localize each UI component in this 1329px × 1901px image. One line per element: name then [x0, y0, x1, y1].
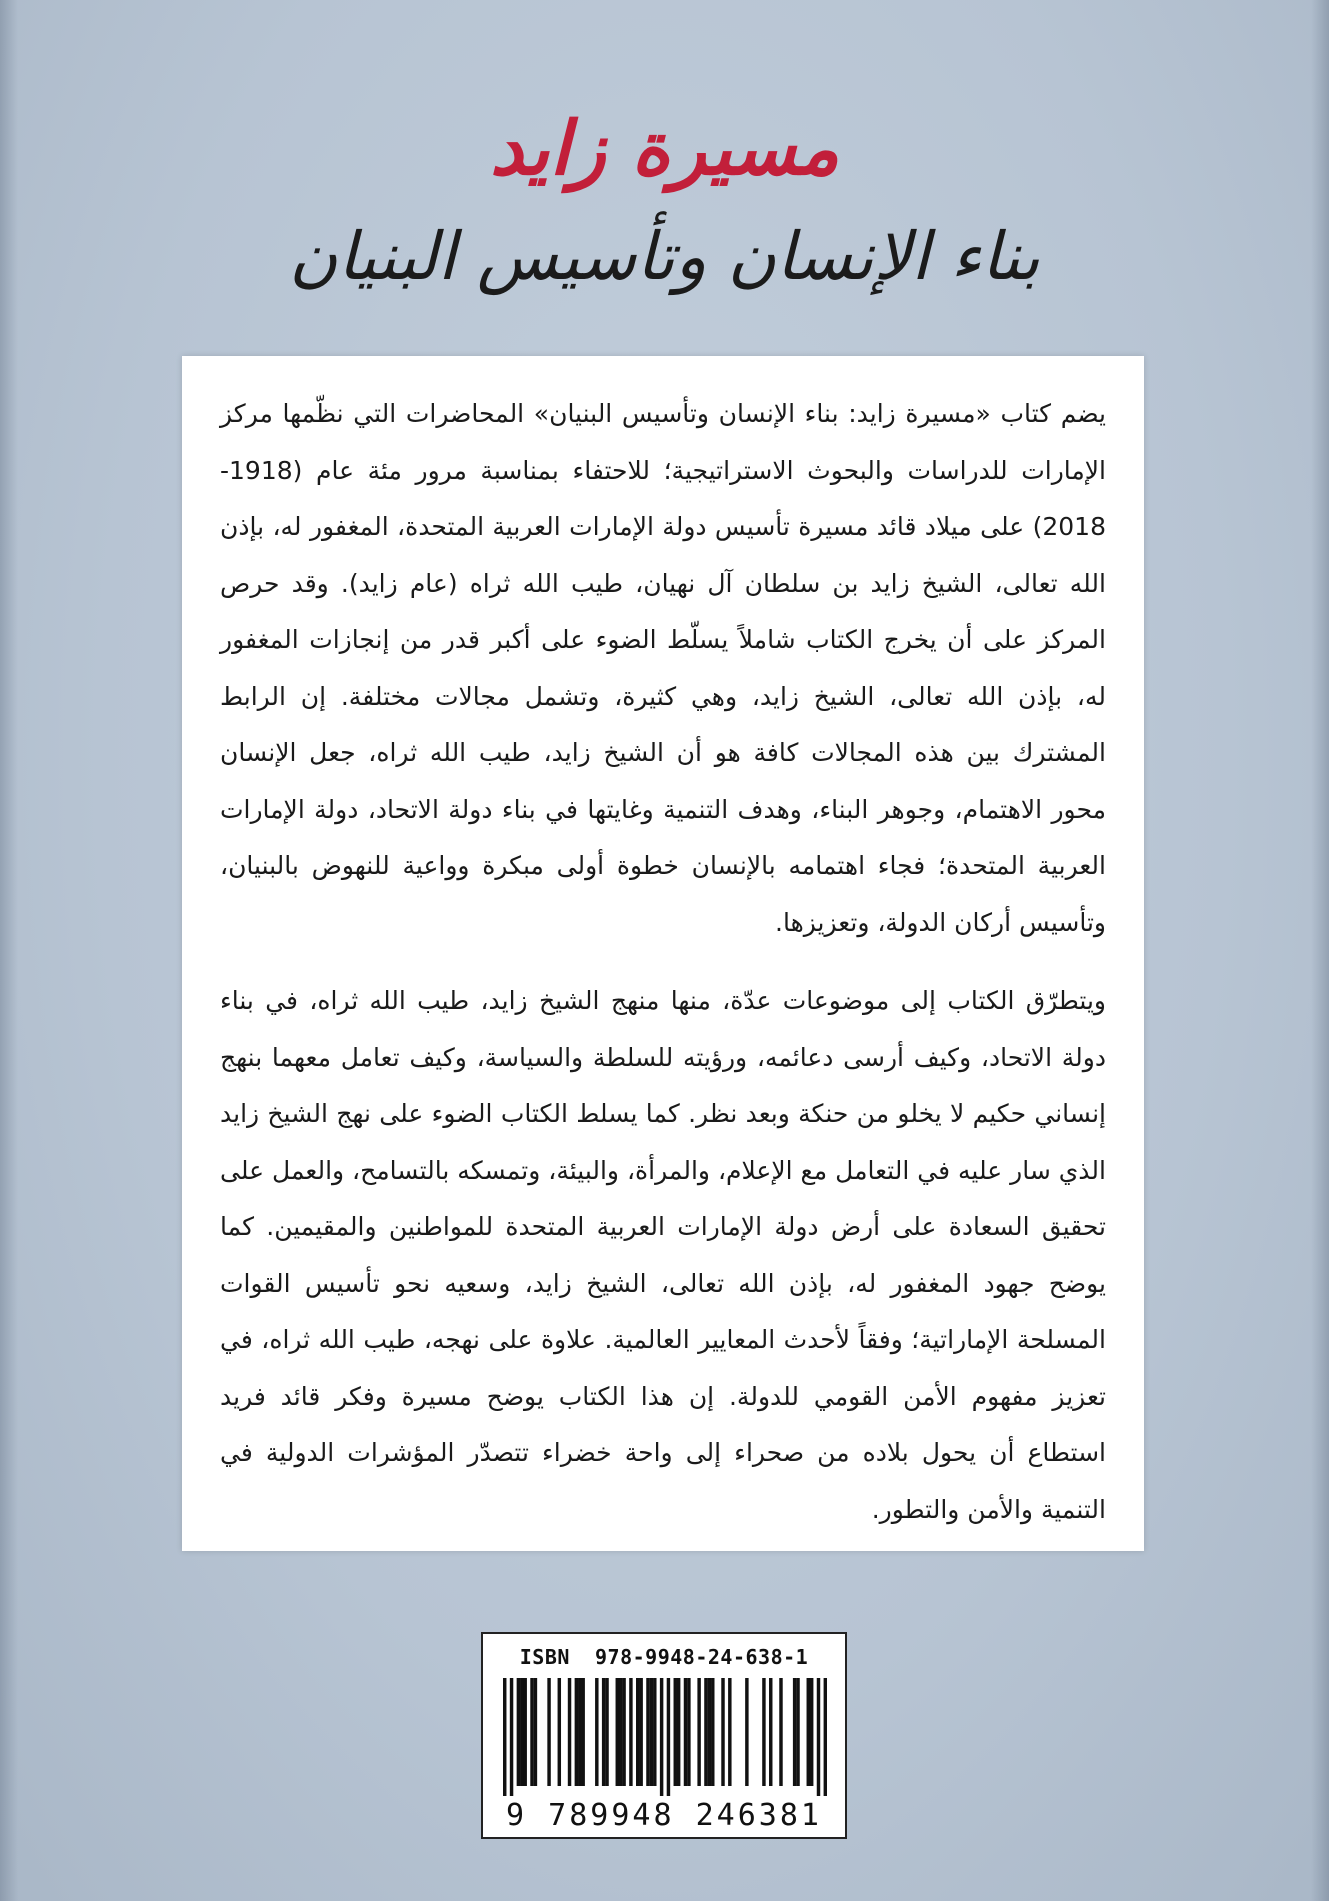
- barcode-bar: [674, 1678, 677, 1786]
- barcode-bar: [796, 1678, 799, 1786]
- book-title: مسيرة زايد: [489, 106, 840, 192]
- barcode-bar: [602, 1678, 605, 1786]
- barcode-bar: [779, 1678, 782, 1786]
- barcode-bar: [721, 1678, 724, 1786]
- barcode-bar: [762, 1678, 765, 1786]
- description-panel: [182, 356, 1144, 1551]
- barcode-bar: [520, 1678, 523, 1786]
- barcode-bar: [793, 1678, 796, 1786]
- isbn-barcode: [481, 1632, 847, 1839]
- barcode-bar: [660, 1678, 663, 1796]
- barcode-bar: [619, 1678, 622, 1786]
- barcode-bar: [534, 1678, 537, 1786]
- barcode-bar: [728, 1678, 731, 1786]
- barcode-bar: [622, 1678, 625, 1786]
- description-paragraph-2: ويتطرّق الكتاب إلى موضوعات عدّة، منها منهج الشيخ زايد، طيب الله ثراه، في بناء دولة الاتحاد، وكيف أرسى دعائمه، ورؤيته للسلطة والسياسة، وكيف تعامل معهما بنهج إنساني حكيم لا يخلو من حنكة وبعد نظر. كما يسلط الكتاب الضوء على نهج الشيخ زايد الذي سار عليه في التعامل مع الإعلام، والمرأة، والبيئة، وتمسكه بالتسامح، والعمل على تحقيق السعادة على أرض دولة الإمارات العربية المتحدة للمواطنين والمقيمين. كما يوضح جهود المغفور له، بإذن الله تعالى، الشيخ زايد، وسعيه نحو تأسيس القوات المسلحة الإماراتية؛ وفقاً لأحدث المعايير العالمية. علاوة على نهجه، طيب الله ثراه، في تعزيز مفهوم الأمن القومي للدولة. إن هذا الكتاب يوضح مسيرة وفكر قائد فريد استطاع أن يحول بلاده من صحراء إلى واحة خضراء تتصدّر المؤشرات الدولية في التنمية والأمن والتطور.: [220, 986, 1106, 1524]
- barcode-bar: [745, 1678, 748, 1786]
- barcode-bar: [578, 1678, 581, 1786]
- barcode-bar: [810, 1678, 813, 1786]
- barcode-bar: [568, 1678, 571, 1786]
- barcode-bar: [677, 1678, 680, 1786]
- barcode-bar: [510, 1678, 513, 1796]
- isbn-digits: 9 789948 246381: [506, 1798, 822, 1833]
- barcode-bar: [639, 1678, 642, 1786]
- barcode-bar: [595, 1678, 598, 1786]
- barcode-bar: [667, 1678, 670, 1796]
- barcode-bar: [558, 1678, 561, 1786]
- barcode-bar: [517, 1678, 520, 1786]
- barcode-bar: [503, 1678, 506, 1796]
- barcode-bar: [817, 1678, 820, 1796]
- barcode-bar: [581, 1678, 584, 1786]
- barcode-bars: [503, 1678, 827, 1796]
- barcode-bar: [807, 1678, 810, 1786]
- barcode-bar: [646, 1678, 649, 1786]
- barcode-bar: [824, 1678, 827, 1796]
- barcode-bar: [704, 1678, 707, 1786]
- description-text: [220, 386, 1106, 1538]
- barcode-bar: [769, 1678, 772, 1786]
- barcode-bar: [530, 1678, 533, 1786]
- barcode-bar: [523, 1678, 526, 1786]
- barcode-bar: [687, 1678, 690, 1786]
- barcode-bar: [547, 1678, 550, 1786]
- barcode-bar: [629, 1678, 632, 1786]
- barcode-bar: [650, 1678, 653, 1786]
- barcode-bar: [653, 1678, 656, 1786]
- isbn-label: ISBN 978-9948-24-638-1: [519, 1645, 809, 1669]
- barcode-bar: [711, 1678, 714, 1786]
- barcode-bar: [575, 1678, 578, 1786]
- book-subtitle: بناء الإنسان وتأسيس البنيان: [289, 218, 1040, 295]
- barcode-bar: [605, 1678, 608, 1786]
- barcode-bar: [684, 1678, 687, 1786]
- barcode-bar: [616, 1678, 619, 1786]
- description-paragraph-1: يضم كتاب «مسيرة زايد: بناء الإنسان وتأسيس البنيان» المحاضرات التي نظّمها مركز الإمارات للدراسات والبحوث الاستراتيجية؛ للاحتفاء بمناسبة مرور مئة عام (1918-2018) على ميلاد قائد مسيرة تأسيس دولة الإمارات العربية المتحدة، المغفور له، بإذن الله تعالى، الشيخ زايد بن سلطان آل نهيان، طيب الله ثراه (عام زايد). وقد حرص المركز على أن يخرج الكتاب شاملاً يسلّط الضوء على أكبر قدر من إنجازات المغفور له، بإذن الله تعالى، الشيخ زايد، وهي كثيرة، وتشمل مجالات مختلفة. إن الرابط المشترك بين هذه المجالات كافة هو أن الشيخ زايد، طيب الله ثراه، جعل الإنسان محور الاهتمام، وجوهر البناء، وهدف التنمية وغايتها في بناء دولة الاتحاد، دولة الإمارات العربية المتحدة؛ فجاء اهتمامه بالإنسان خطوة أولى مبكرة وواعية للنهوض بالبنيان، وتأسيس أركان الدولة، وتعزيزها.: [220, 399, 1106, 937]
- barcode-bar: [697, 1678, 700, 1786]
- barcode-bar: [636, 1678, 639, 1786]
- barcode-bar: [708, 1678, 711, 1786]
